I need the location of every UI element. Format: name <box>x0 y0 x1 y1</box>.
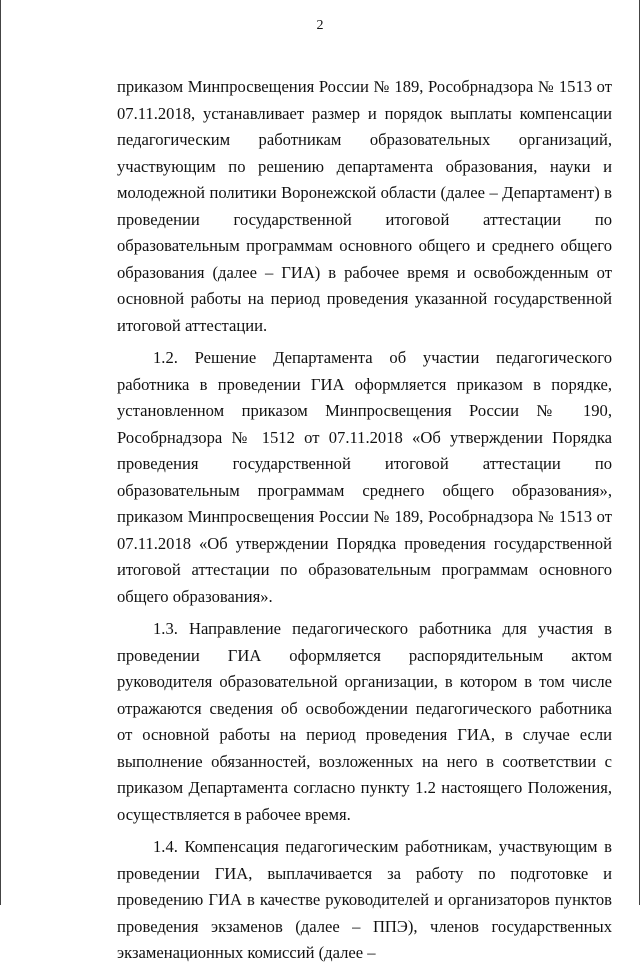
page-number: 2 <box>316 18 324 33</box>
document-body <box>117 74 612 973</box>
paragraph-1-2: 1.2. Решение Департамента об участии педагогического работника в проведении ГИА оформляется приказом в порядке, установленном приказом Минпросвещения России № 190, Рособрнадзора № 1512 от 07.11.2018 «Об утверждении Порядка проведения государственной итоговой аттестации по образовательным программам среднего общего образования», приказом Минпросвещения России № 189, Рособрнадзора № 1513 от 07.11.2018 «Об утверждении Порядка проведения государственной итоговой аттестации по образовательным программам основного общего образования». <box>117 348 612 606</box>
paragraph-1-3: 1.3. Направление педагогического работника для участия в проведении ГИА оформляется распорядительным актом руководителя образовательной организации, в котором в том числе отражаются сведения об освобождении педагогического работника от основной работы на период проведения ГИА, в случае если выполнение обязанностей, возложенных на него в соответствии с приказом Департамента согласно пункту 1.2 настоящего Положения, осуществляется в рабочее время. <box>117 619 612 824</box>
paragraph-continued: приказом Минпросвещения России № 189, Рособрнадзора № 1513 от 07.11.2018, устанавливает размер и порядок выплаты компенсации педагогическим работникам образовательных организаций, участвующим по решению департамента образования, науки и молодежной политики Воронежской области (далее – Департамент) в проведении государственной итоговой аттестации по образовательным программам основного общего и среднего общего образования (далее – ГИА) в рабочее время и освобожденным от основной работы на период проведения указанной государственной итоговой аттестации. <box>117 77 612 335</box>
paragraph-1-4: 1.4. Компенсация педагогическим работникам, участвующим в проведении ГИА, выплачивается за работу по подготовке и проведению ГИА в качестве руководителей и организаторов пунктов проведения экзаменов (далее – ППЭ), членов государственных экзаменационных комиссий (далее – <box>117 837 612 962</box>
page-left-edge <box>0 0 1 905</box>
